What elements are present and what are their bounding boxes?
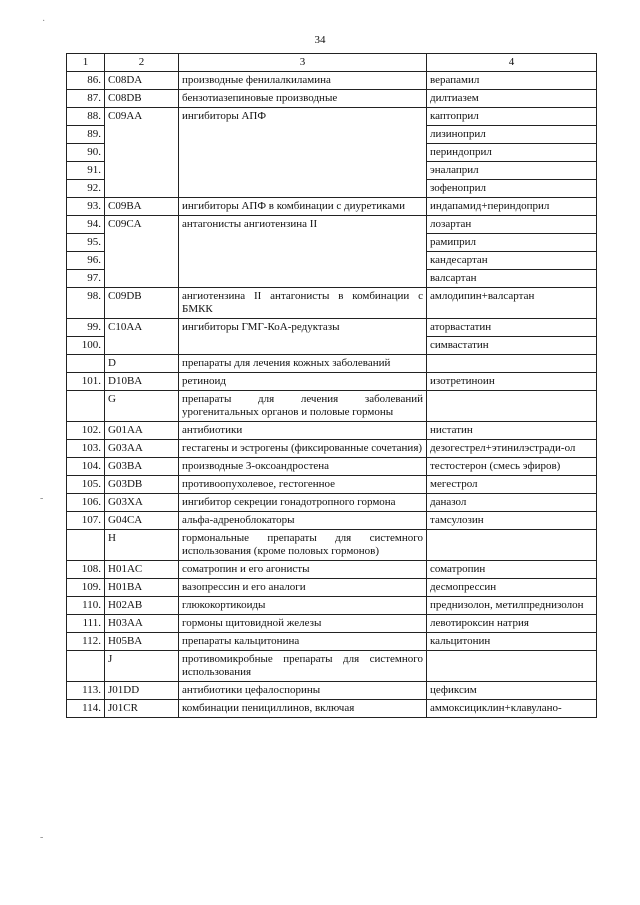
group-description-cell: производные 3-оксоандростена [179,458,427,476]
drug-name-cell: лизиноприл [427,126,597,144]
atc-code-cell: D10BA [105,373,179,391]
drug-name-cell: цефиксим [427,682,597,700]
group-description-cell: гормональные препараты для системного использования (кроме половых гормонов) [179,530,427,561]
group-description-cell: ретиноид [179,373,427,391]
table-row [67,391,597,422]
drug-name-cell: эналаприл [427,162,597,180]
header-cell-drug: 4 [427,54,597,72]
table-row [67,355,597,373]
drug-name-cell: лозартан [427,216,597,234]
row-number-cell: 88. [67,108,105,126]
row-number-cell: 103. [67,440,105,458]
row-number-cell: 94. [67,216,105,234]
drug-name-cell: каптоприл [427,108,597,126]
atc-code-cell: C09BA [105,198,179,216]
atc-code-cell: H03AA [105,615,179,633]
drug-name-cell: десмопрессин [427,579,597,597]
row-number-cell: 99. [67,319,105,337]
group-description-cell: препараты для лечения кожных заболеваний [179,355,427,373]
drug-name-cell: даназол [427,494,597,512]
group-description-cell: бензотиазепиновые производные [179,90,427,108]
table-row [67,422,597,440]
group-description-cell: противоопухолевое, гестогенное [179,476,427,494]
group-description-cell: глюкокортикоиды [179,597,427,615]
group-description-cell: ангиотензина II антагонисты в комбинации с БМКК [179,288,427,319]
drug-name-cell: зофеноприл [427,180,597,198]
atc-code-cell: C09AA [105,108,179,198]
atc-code-cell: C09DB [105,288,179,319]
atc-code-cell: G03BA [105,458,179,476]
group-description-cell: препараты для лечения заболеваний урогенитальных органов и половые гормоны [179,391,427,422]
group-description-cell: соматропин и его агонисты [179,561,427,579]
row-number-cell: 114. [67,700,105,718]
row-number-cell [67,391,105,422]
drug-name-cell: тамсулозин [427,512,597,530]
atc-code-cell: G [105,391,179,422]
table-row [67,597,597,615]
drug-name-cell: кандесартан [427,252,597,270]
group-description-cell: гестагены и эстрогены (фиксированные сочетания) [179,440,427,458]
drug-name-cell: аторвастатин [427,319,597,337]
group-description-cell: препараты кальцитонина [179,633,427,651]
atc-code-cell: D [105,355,179,373]
table-row [67,458,597,476]
row-number-cell: 112. [67,633,105,651]
atc-code-cell: J [105,651,179,682]
row-number-cell: 110. [67,597,105,615]
row-number-cell: 109. [67,579,105,597]
drug-name-cell [427,530,597,561]
row-number-cell: 104. [67,458,105,476]
group-description-cell: ингибиторы АПФ [179,108,427,198]
drug-name-cell: амлодипин+валсартан [427,288,597,319]
table-row [67,72,597,90]
drug-name-cell [427,651,597,682]
atc-code-cell: H02AB [105,597,179,615]
group-description-cell: гормоны щитовидной железы [179,615,427,633]
table-row [67,216,597,234]
row-number-cell: 113. [67,682,105,700]
drug-name-cell: левотироксин натрия [427,615,597,633]
atc-code-cell: H05BA [105,633,179,651]
drug-name-cell: нистатин [427,422,597,440]
row-number-cell: 98. [67,288,105,319]
row-number-cell: 107. [67,512,105,530]
row-number-cell: 111. [67,615,105,633]
row-number-cell [67,651,105,682]
group-description-cell: противомикробные препараты для системного использования [179,651,427,682]
drug-table [66,53,597,718]
row-number-cell: 89. [67,126,105,144]
drug-name-cell: верапамил [427,72,597,90]
group-description-cell: производные фенилалкиламина [179,72,427,90]
table-row [67,108,597,126]
table-row [67,90,597,108]
group-description-cell: ингибиторы ГМГ-КоА-редуктазы [179,319,427,355]
row-number-cell: 102. [67,422,105,440]
table-row [67,682,597,700]
row-number-cell: 96. [67,252,105,270]
atc-code-cell: C10AA [105,319,179,355]
table-row [67,561,597,579]
drug-name-cell: соматропин [427,561,597,579]
table-row [67,651,597,682]
group-description-cell: антибиотики [179,422,427,440]
row-number-cell: 95. [67,234,105,252]
table-row [67,700,597,718]
atc-code-cell: H01AC [105,561,179,579]
row-number-cell: 92. [67,180,105,198]
drug-name-cell: мегестрол [427,476,597,494]
table-row [67,512,597,530]
row-number-cell: 91. [67,162,105,180]
drug-name-cell [427,355,597,373]
table-body [67,54,597,718]
atc-code-cell: C09CA [105,216,179,288]
atc-code-cell: G04CA [105,512,179,530]
table-row [67,373,597,391]
group-description-cell: комбинации пенициллинов, включая [179,700,427,718]
table-row [67,633,597,651]
atc-code-cell: G03DB [105,476,179,494]
row-number-cell: 106. [67,494,105,512]
header-cell-group: 3 [179,54,427,72]
table-row [67,319,597,337]
group-description-cell: антагонисты ангиотензина II [179,216,427,288]
atc-code-cell: G01AA [105,422,179,440]
drug-name-cell: изотретиноин [427,373,597,391]
header-cell-number: 1 [67,54,105,72]
atc-code-cell: J01DD [105,682,179,700]
table-row [67,198,597,216]
row-number-cell: 87. [67,90,105,108]
margin-mark-top: · [42,16,46,27]
row-number-cell: 101. [67,373,105,391]
margin-mark-left: - [40,493,44,504]
drug-name-cell: дезогестрел+этинилэстради-ол [427,440,597,458]
drug-name-cell: симвастатин [427,337,597,355]
drug-name-cell: дилтиазем [427,90,597,108]
row-number-cell: 97. [67,270,105,288]
drug-name-cell: валсартан [427,270,597,288]
table-row [67,615,597,633]
row-number-cell: 86. [67,72,105,90]
row-number-cell: 90. [67,144,105,162]
row-number-cell: 100. [67,337,105,355]
atc-code-cell: G03XA [105,494,179,512]
drug-name-cell [427,391,597,422]
group-description-cell: ингибитор секреции гонадотропного гормона [179,494,427,512]
row-number-cell: 105. [67,476,105,494]
atc-code-cell: H [105,530,179,561]
table-row [67,579,597,597]
drug-name-cell: аммоксициклин+клавулано- [427,700,597,718]
row-number-cell [67,530,105,561]
margin-mark-left-bottom: - [40,832,44,843]
drug-name-cell: кальцитонин [427,633,597,651]
table-row [67,288,597,319]
drug-name-cell: периндоприл [427,144,597,162]
row-number-cell [67,355,105,373]
group-description-cell: антибиотики цефалоспорины [179,682,427,700]
drug-name-cell: рамиприл [427,234,597,252]
drug-name-cell: индапамид+периндоприл [427,198,597,216]
atc-code-cell: G03AA [105,440,179,458]
table-row [67,494,597,512]
drug-name-cell: преднизолон, метилпреднизолон [427,597,597,615]
atc-code-cell: J01CR [105,700,179,718]
row-number-cell: 108. [67,561,105,579]
group-description-cell: вазопрессин и его аналоги [179,579,427,597]
table-header-row [67,54,597,72]
table-row [67,476,597,494]
header-cell-code: 2 [105,54,179,72]
table-row [67,440,597,458]
atc-code-cell: C08DB [105,90,179,108]
table-row [67,530,597,561]
atc-code-cell: H01BA [105,579,179,597]
page-number: 34 [314,34,326,46]
row-number-cell: 93. [67,198,105,216]
group-description-cell: ингибиторы АПФ в комбинации с диуретиками [179,198,427,216]
group-description-cell: альфа-адреноблокаторы [179,512,427,530]
drug-name-cell: тестостерон (смесь эфиров) [427,458,597,476]
atc-code-cell: C08DA [105,72,179,90]
